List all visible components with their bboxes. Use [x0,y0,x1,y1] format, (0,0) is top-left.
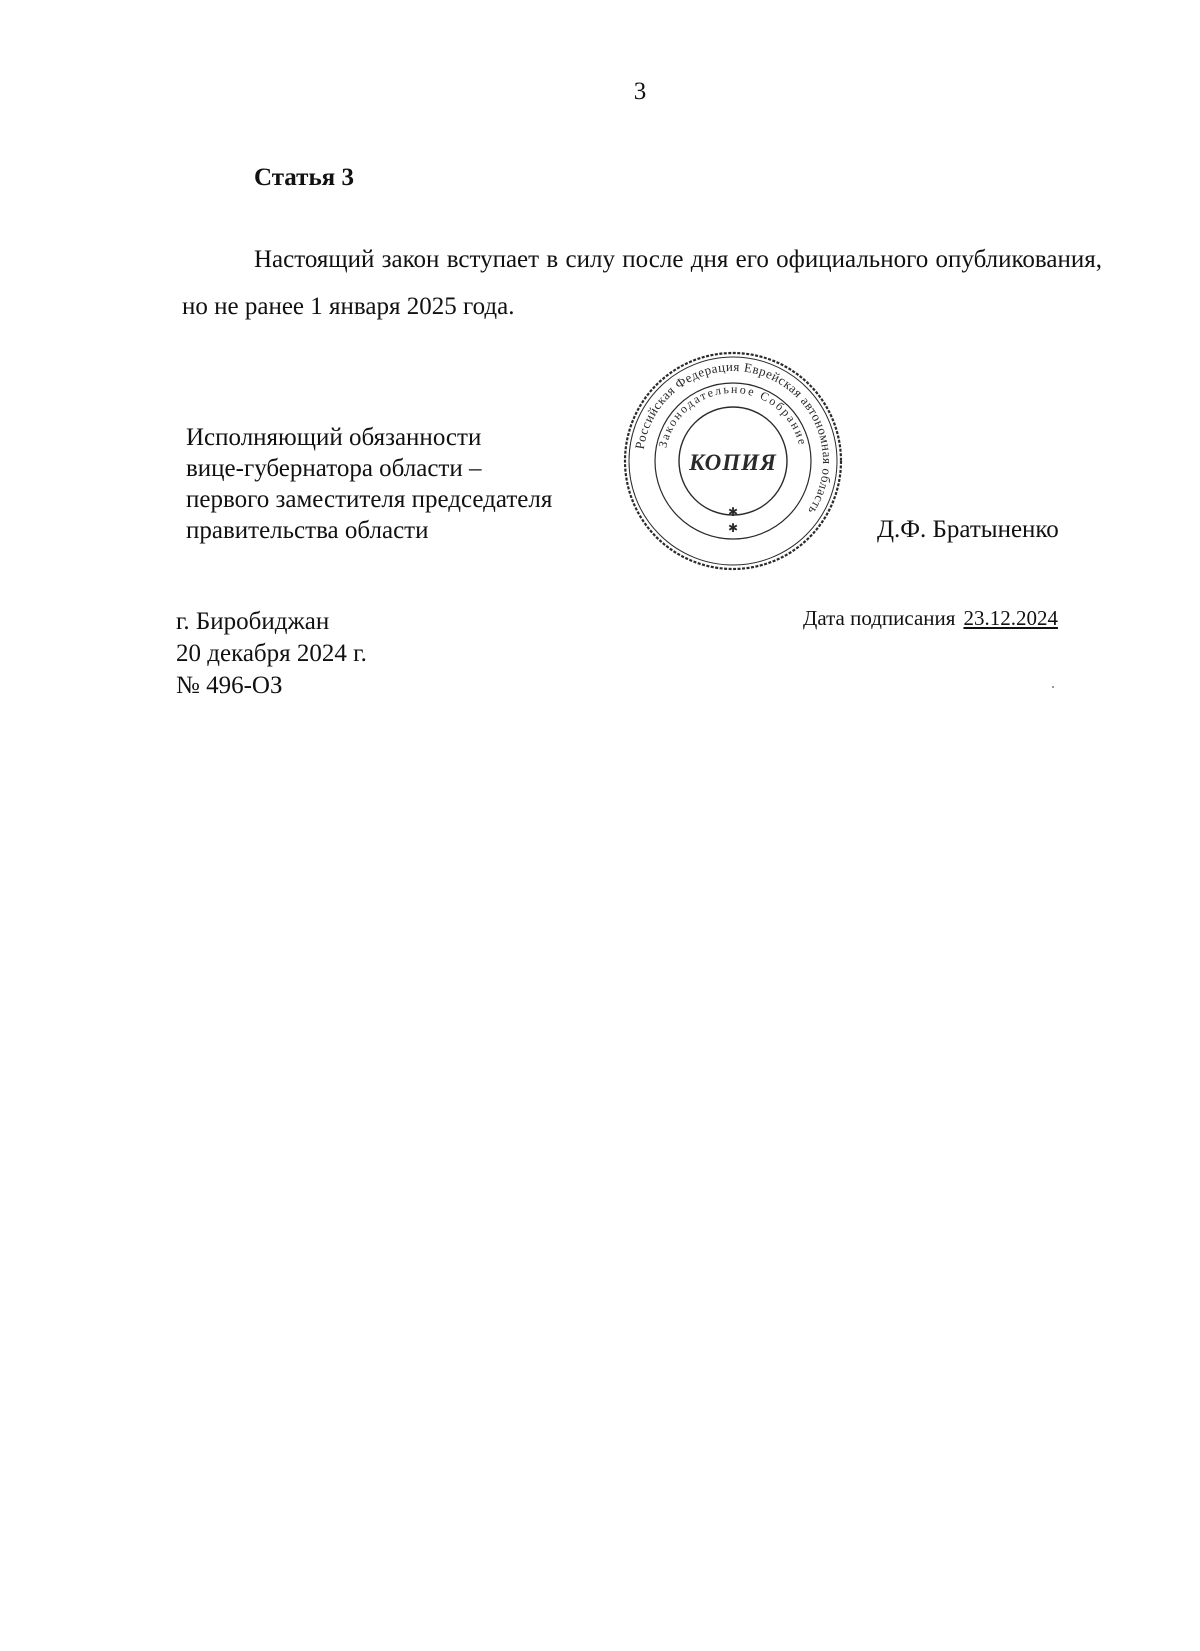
seal-inner-text: Законодательное Собрание [655,381,811,450]
signatory-title-line: вице-губернатора области – [186,455,482,482]
signing-date-value: 23.12.2024 [963,606,1058,630]
signatory-title-line: правительства области [186,517,429,544]
signatory-title [186,422,552,546]
article-text: Настоящий закон вступает в силу после дня его официального опубликования, но не ранее 1 января 2025 года. [182,246,1102,320]
page-number: 3 [633,78,647,105]
seal-star-icon: ✱ [727,521,739,535]
signing-date-label: Дата подписания [803,606,956,630]
signatory-title-line: первого заместителя председателя [186,486,553,513]
seal-outer-text: Российская Федерация Еврейская автономная область [631,358,836,518]
article-heading: Статья 3 [254,164,354,191]
seal-center-text: КОПИЯ [689,450,777,475]
official-seal-stamp [622,350,844,572]
scan-speck [1052,686,1054,688]
law-number: № 496-ОЗ [176,672,283,699]
place-date-number [176,606,367,702]
signatory-title-line: Исполняющий обязанности [186,424,482,451]
place-city: г. Биробиджан [176,608,330,635]
place-date: 20 декабря 2024 г. [176,640,367,667]
signatory-name: Д.Ф. Братыненко [877,516,1059,543]
signing-date [803,606,1058,631]
seal-star-icon: ✱ [727,505,739,519]
